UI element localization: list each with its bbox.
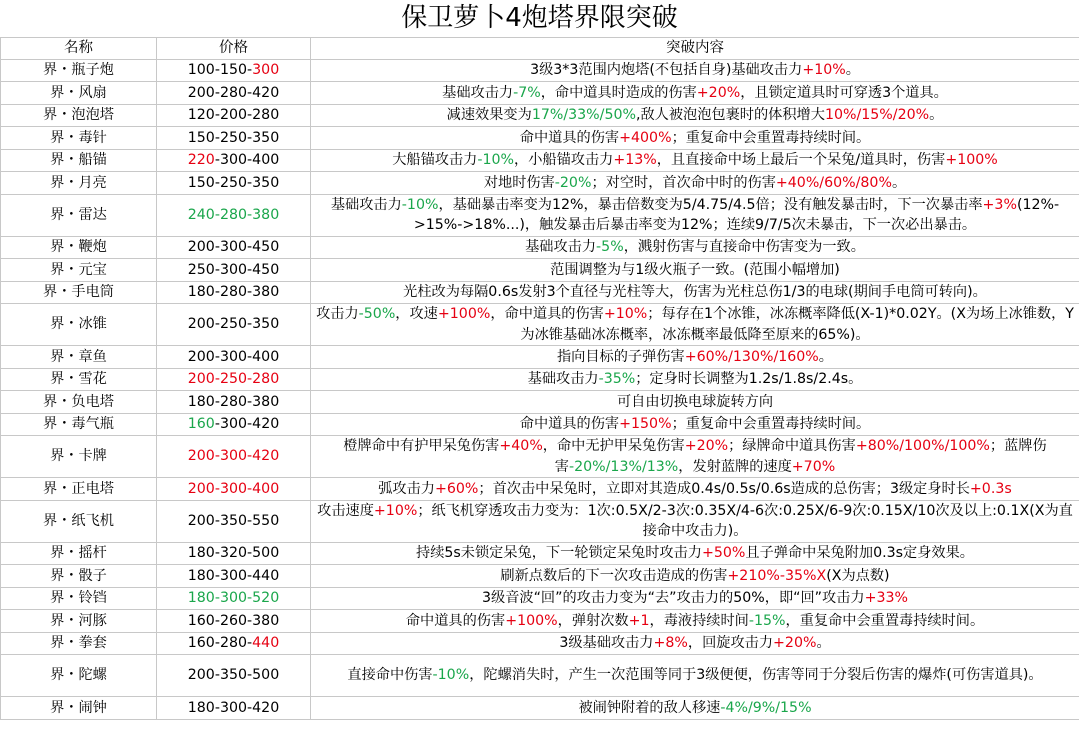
content-segment: ，基础暴击率变为12%，暴击倍数变为5/4.75/4.5倍；没有触发暴击时，下一次暴击率 bbox=[438, 196, 983, 213]
table-row bbox=[1, 59, 1079, 82]
content-segment: (12%->15%->18%...)，触发暴击后暴击率变为12%；连续9/7/5次未暴击，下一次必出暴击。 bbox=[413, 196, 1060, 233]
price-cell bbox=[157, 391, 311, 414]
content-segment: -10% bbox=[401, 196, 439, 213]
price-cell bbox=[157, 565, 311, 588]
content-segment: ，溅射伤害与直接命中伤害变为一致。 bbox=[623, 239, 865, 255]
content-segment: 基础攻击力 bbox=[525, 239, 597, 255]
price-cell bbox=[157, 542, 311, 565]
price-segment: 200-350-500 bbox=[187, 667, 280, 684]
content-segment: ，回旋攻击力 bbox=[687, 635, 774, 651]
breakthrough-table bbox=[0, 37, 1079, 720]
content-segment: ；首次击中呆兔时，立即对其造成0.4s/0.5s/0.6s造成的总伤害；3级定身时长 bbox=[478, 480, 970, 497]
tower-name-cell: 界・元宝 bbox=[1, 259, 157, 282]
content-segment: ；重复命中会重置毒持续时间。 bbox=[671, 129, 871, 146]
table-row bbox=[1, 610, 1079, 633]
tower-name-cell: 界・泡泡塔 bbox=[1, 104, 157, 127]
content-segment: 攻击速度 bbox=[317, 502, 374, 519]
price-segment: 200-300-450 bbox=[187, 239, 280, 255]
tower-name-cell: 界・冰锥 bbox=[1, 304, 157, 346]
price-segment: 300 bbox=[252, 62, 280, 78]
price-segment: 160-280- bbox=[187, 635, 253, 651]
content-segment: +33% bbox=[864, 590, 909, 606]
price-segment: 150-250-350 bbox=[187, 174, 280, 191]
price-cell bbox=[157, 127, 311, 150]
content-segment: 可自由切换电球旋转方向 bbox=[616, 393, 774, 410]
tower-name-cell: 界・骰子 bbox=[1, 565, 157, 588]
price-cell bbox=[157, 368, 311, 391]
content-segment: ，且直接命中场上最后一个呆兔/道具时，伤害 bbox=[656, 152, 946, 168]
price-cell bbox=[157, 346, 311, 369]
price-cell bbox=[157, 697, 311, 720]
content-segment: +150% bbox=[619, 416, 672, 432]
content-segment: 直接命中伤害 bbox=[347, 667, 433, 684]
price-cell bbox=[157, 281, 311, 304]
content-segment: ，毒液持续时间 bbox=[649, 612, 749, 629]
breakthrough-content-cell bbox=[311, 259, 1079, 282]
content-segment: 3级音波“回”的攻击力变为“去”攻击力的50%，即“回”攻击力 bbox=[481, 590, 865, 606]
content-segment: -20% bbox=[554, 174, 592, 191]
breakthrough-content-cell bbox=[311, 236, 1079, 259]
page-title: 保卫萝卜4炮塔界限突破 bbox=[401, 3, 678, 33]
breakthrough-content-cell bbox=[311, 391, 1079, 414]
table-row bbox=[1, 368, 1079, 391]
price-segment: 200-350-550 bbox=[187, 512, 280, 529]
content-segment: +13% bbox=[613, 152, 657, 168]
table-row bbox=[1, 236, 1079, 259]
table-row bbox=[1, 281, 1079, 304]
content-segment: 被闹钟附着的敌人移速 bbox=[578, 699, 721, 716]
breakthrough-content-cell bbox=[311, 304, 1079, 346]
tower-name-cell: 界・闹钟 bbox=[1, 697, 157, 720]
content-segment: +100% bbox=[505, 612, 558, 629]
table-row bbox=[1, 655, 1079, 697]
table-row bbox=[1, 127, 1079, 150]
content-segment: -20%/13%/13% bbox=[568, 458, 679, 475]
table-row bbox=[1, 413, 1079, 436]
table-row bbox=[1, 104, 1079, 127]
price-segment: 180-280-380 bbox=[187, 393, 280, 410]
content-segment: 指向目标的子弹伤害 bbox=[556, 348, 685, 365]
content-segment: 减速效果变为 bbox=[446, 107, 532, 123]
content-segment: ，命中道具的伤害 bbox=[490, 306, 604, 322]
content-segment: 。 bbox=[929, 107, 944, 123]
content-segment: +210%-35%X bbox=[727, 567, 827, 584]
price-cell bbox=[157, 655, 311, 697]
price-cell bbox=[157, 236, 311, 259]
table-row bbox=[1, 346, 1079, 369]
price-cell bbox=[157, 500, 311, 542]
price-cell bbox=[157, 610, 311, 633]
content-segment: -4%/9%/15% bbox=[720, 699, 812, 716]
table-row bbox=[1, 149, 1079, 172]
content-segment: 3级3*3范围内炮塔(不包括自身)基础攻击力 bbox=[530, 62, 803, 78]
tower-name-cell: 界・负电塔 bbox=[1, 391, 157, 414]
content-segment: 对地时伤害 bbox=[483, 174, 555, 191]
content-segment: ，重复命中会重置毒持续时间。 bbox=[785, 612, 985, 629]
tower-name-cell: 界・章鱼 bbox=[1, 346, 157, 369]
price-segment: 180-280-380 bbox=[187, 284, 280, 300]
content-segment: ；定身时长调整为1.2s/1.8s/2.4s。 bbox=[635, 371, 863, 387]
content-segment: 持续5s未锁定呆兔，下一轮锁定呆兔时攻击力 bbox=[416, 545, 702, 561]
price-cell bbox=[157, 259, 311, 282]
price-cell bbox=[157, 59, 311, 82]
content-segment: +100% bbox=[945, 152, 998, 168]
price-segment: 200-250-280 bbox=[187, 371, 280, 387]
content-segment: -5% bbox=[596, 239, 624, 255]
content-segment: +8% bbox=[653, 635, 688, 651]
content-segment: +20% bbox=[773, 635, 817, 651]
content-segment: 范围调整为与1级火瓶子一致。(范围小幅增加) bbox=[550, 261, 840, 278]
breakthrough-content-cell bbox=[311, 281, 1079, 304]
content-segment: ；对空时，首次命中时的伤害 bbox=[591, 174, 776, 191]
content-segment: 命中道具的伤害 bbox=[519, 416, 620, 432]
tower-name-cell: 界・毒气瓶 bbox=[1, 413, 157, 436]
content-segment: -15% bbox=[748, 612, 786, 629]
content-segment: 。 bbox=[891, 174, 907, 191]
price-segment: 180-300-420 bbox=[187, 699, 280, 716]
table-row bbox=[1, 304, 1079, 346]
table-row bbox=[1, 632, 1079, 655]
content-segment: 。 bbox=[818, 348, 833, 365]
price-segment: 100-150- bbox=[187, 62, 253, 78]
breakthrough-content-cell bbox=[311, 59, 1079, 82]
table-row bbox=[1, 82, 1079, 105]
tower-name-cell: 界・纸飞机 bbox=[1, 500, 157, 542]
content-segment: +10% bbox=[373, 502, 418, 519]
price-segment: 150-250-350 bbox=[187, 129, 280, 146]
content-segment: -35% bbox=[598, 371, 636, 387]
breakthrough-content-cell bbox=[311, 632, 1079, 655]
content-segment: 命中道具的伤害 bbox=[519, 129, 620, 146]
content-segment: ，发射蓝牌的速度 bbox=[678, 458, 792, 475]
tower-name-cell: 界・雷达 bbox=[1, 194, 157, 236]
content-segment: 大船锚攻击力 bbox=[392, 152, 478, 168]
price-segment: 250-300-450 bbox=[187, 261, 280, 278]
content-segment: +60% bbox=[434, 480, 479, 497]
content-segment: ,敌人被泡泡包裹时的体积增大 bbox=[635, 107, 825, 123]
content-segment: ；每存在1个冰锥，冰冻概率降低(X-1)*0.02Y。(X为场上冰锥数，Y为冰锥基础冰冻概率，冰冻概率最低降至原来的65%)。 bbox=[520, 306, 1074, 343]
price-segment: 200-300-420 bbox=[187, 448, 280, 465]
table-header-row bbox=[1, 38, 1079, 60]
price-segment: 160-260-380 bbox=[187, 612, 280, 629]
tower-name-cell: 界・河豚 bbox=[1, 610, 157, 633]
content-segment: -50% bbox=[358, 306, 396, 322]
price-segment: 120-200-280 bbox=[187, 107, 280, 123]
breakthrough-content-cell bbox=[311, 413, 1079, 436]
breakthrough-content-cell bbox=[311, 194, 1079, 236]
tower-name-cell: 界・陀螺 bbox=[1, 655, 157, 697]
price-cell bbox=[157, 587, 311, 610]
content-segment: 10%/15%/20% bbox=[824, 107, 930, 123]
content-segment: 基础攻击力 bbox=[527, 371, 599, 387]
content-segment: +3% bbox=[982, 196, 1017, 213]
price-cell bbox=[157, 413, 311, 436]
breakthrough-content-cell bbox=[311, 82, 1079, 105]
content-segment: ；蓝牌伤害 bbox=[554, 438, 1047, 475]
tower-name-cell: 界・卡牌 bbox=[1, 436, 157, 478]
content-segment: 基础攻击力 bbox=[442, 84, 514, 101]
table-row bbox=[1, 697, 1079, 720]
content-segment: ，命中无护甲呆兔伤害 bbox=[542, 438, 685, 454]
price-segment: 200-300-400 bbox=[187, 348, 280, 365]
content-segment: -10% bbox=[432, 667, 470, 684]
content-segment: +1 bbox=[628, 612, 650, 629]
table-row bbox=[1, 542, 1079, 565]
content-segment: (X为点数) bbox=[826, 567, 890, 584]
content-segment: 。 bbox=[816, 635, 831, 651]
price-segment: 200-300-400 bbox=[187, 480, 280, 497]
table-row bbox=[1, 172, 1079, 195]
content-segment: ，攻速 bbox=[395, 306, 438, 322]
content-segment: +80%/100%/100% bbox=[855, 438, 990, 454]
price-cell bbox=[157, 478, 311, 501]
content-segment: ；纸飞机穿透攻击力变为：1次:0.5X/2-3次:0.35X/4-6次:0.25X/6-9次:0.15X/10次及以上:0.1X(X为直接命中攻击力)。 bbox=[417, 502, 1073, 539]
table-row bbox=[1, 500, 1079, 542]
breakthrough-content-cell bbox=[311, 172, 1079, 195]
breakthrough-content-cell bbox=[311, 565, 1079, 588]
content-segment: -7% bbox=[513, 84, 541, 101]
content-segment: ，弹射次数 bbox=[557, 612, 629, 629]
content-segment: 刷新点数后的下一次攻击造成的伤害 bbox=[500, 567, 728, 584]
breakthrough-content-cell bbox=[311, 500, 1079, 542]
content-segment: +10% bbox=[603, 306, 648, 322]
tower-name-cell: 界・船锚 bbox=[1, 149, 157, 172]
price-cell bbox=[157, 104, 311, 127]
table-row bbox=[1, 194, 1079, 236]
content-segment: +20% bbox=[684, 438, 729, 454]
content-segment: ；重复命中会重置毒持续时间。 bbox=[671, 416, 871, 432]
content-segment: ，小船锚攻击力 bbox=[514, 152, 614, 168]
content-segment: 弧攻击力 bbox=[378, 480, 435, 497]
table-body bbox=[1, 59, 1079, 719]
content-segment: +100% bbox=[437, 306, 491, 322]
header-price: 价格 bbox=[157, 38, 311, 60]
content-segment: 。 bbox=[845, 62, 860, 78]
price-cell bbox=[157, 194, 311, 236]
tower-name-cell: 界・月亮 bbox=[1, 172, 157, 195]
tower-name-cell: 界・雪花 bbox=[1, 368, 157, 391]
content-segment: -10% bbox=[477, 152, 515, 168]
price-segment: 440 bbox=[252, 635, 280, 651]
breakthrough-content-cell bbox=[311, 104, 1079, 127]
content-segment: +20% bbox=[696, 84, 741, 101]
tower-name-cell: 界・毒针 bbox=[1, 127, 157, 150]
tower-name-cell: 界・鞭炮 bbox=[1, 236, 157, 259]
price-cell bbox=[157, 436, 311, 478]
price-segment: -300-400 bbox=[214, 152, 280, 168]
tower-name-cell: 界・瓶子炮 bbox=[1, 59, 157, 82]
tower-name-cell: 界・手电筒 bbox=[1, 281, 157, 304]
price-cell bbox=[157, 172, 311, 195]
breakthrough-content-cell bbox=[311, 127, 1079, 150]
table-row bbox=[1, 587, 1079, 610]
content-segment: 基础攻击力 bbox=[330, 196, 402, 213]
price-cell bbox=[157, 304, 311, 346]
content-segment: 且子弹命中呆兔附加0.3s定身效果。 bbox=[745, 545, 974, 561]
price-segment: 180-300-520 bbox=[187, 590, 280, 606]
breakthrough-content-cell bbox=[311, 587, 1079, 610]
content-segment: +50% bbox=[701, 545, 746, 561]
content-segment: +40%/60%/80% bbox=[775, 174, 892, 191]
header-name: 名称 bbox=[1, 38, 157, 60]
table-row bbox=[1, 436, 1079, 478]
content-segment: +400% bbox=[619, 129, 672, 146]
content-segment: 3级基础攻击力 bbox=[559, 635, 654, 651]
breakthrough-content-cell bbox=[311, 149, 1079, 172]
price-segment: 180-300-440 bbox=[187, 567, 280, 584]
content-segment: ，陀螺消失时，产生一次范围等同于3级便便，伤害等同于分裂后伤害的爆炸(可伤害道具)。 bbox=[469, 667, 1043, 684]
content-segment: 命中道具的伤害 bbox=[405, 612, 506, 629]
breakthrough-content-cell bbox=[311, 346, 1079, 369]
table-row bbox=[1, 391, 1079, 414]
breakthrough-content-cell bbox=[311, 478, 1079, 501]
content-segment: +10% bbox=[802, 62, 846, 78]
content-segment: 17%/33%/50% bbox=[531, 107, 636, 123]
content-segment: +40% bbox=[499, 438, 543, 454]
content-segment: ；绿牌命中道具伤害 bbox=[728, 438, 856, 454]
content-segment: 攻击力 bbox=[316, 306, 359, 322]
tower-name-cell: 界・风扇 bbox=[1, 82, 157, 105]
content-segment: 光柱改为每隔0.6s发射3个直径与光柱等大，伤害为光柱总伤1/3的电球(期间手电筒可转向)。 bbox=[403, 284, 987, 300]
content-segment: ，且锁定道具时可穿透3个道具。 bbox=[740, 84, 948, 101]
breakthrough-content-cell bbox=[311, 436, 1079, 478]
breakthrough-content-cell bbox=[311, 368, 1079, 391]
breakthrough-content-cell bbox=[311, 610, 1079, 633]
price-segment: 180-320-500 bbox=[187, 545, 280, 561]
price-segment: 200-250-350 bbox=[187, 316, 280, 333]
tower-name-cell: 界・摇杆 bbox=[1, 542, 157, 565]
content-segment: ，命中道具时造成的伤害 bbox=[540, 84, 697, 101]
breakthrough-content-cell bbox=[311, 655, 1079, 697]
breakthrough-content-cell bbox=[311, 542, 1079, 565]
content-segment: +60%/130%/160% bbox=[684, 348, 819, 365]
content-segment: +70% bbox=[791, 458, 836, 475]
price-segment: 200-280-420 bbox=[187, 84, 280, 101]
price-segment: 220 bbox=[187, 152, 215, 168]
price-cell bbox=[157, 82, 311, 105]
tower-name-cell: 界・铃铛 bbox=[1, 587, 157, 610]
tower-name-cell: 界・拳套 bbox=[1, 632, 157, 655]
price-cell bbox=[157, 149, 311, 172]
price-segment: 160 bbox=[187, 416, 215, 432]
header-content: 突破内容 bbox=[311, 38, 1079, 60]
table-row bbox=[1, 478, 1079, 501]
content-segment: 橙牌命中有护甲呆兔伤害 bbox=[343, 438, 500, 454]
breakthrough-content-cell bbox=[311, 697, 1079, 720]
price-cell bbox=[157, 632, 311, 655]
table-row bbox=[1, 565, 1079, 588]
content-segment: +0.3s bbox=[969, 480, 1012, 497]
price-segment: -300-420 bbox=[214, 416, 280, 432]
price-segment: 240-280-380 bbox=[187, 206, 280, 223]
table-row bbox=[1, 259, 1079, 282]
tower-name-cell: 界・正电塔 bbox=[1, 478, 157, 501]
